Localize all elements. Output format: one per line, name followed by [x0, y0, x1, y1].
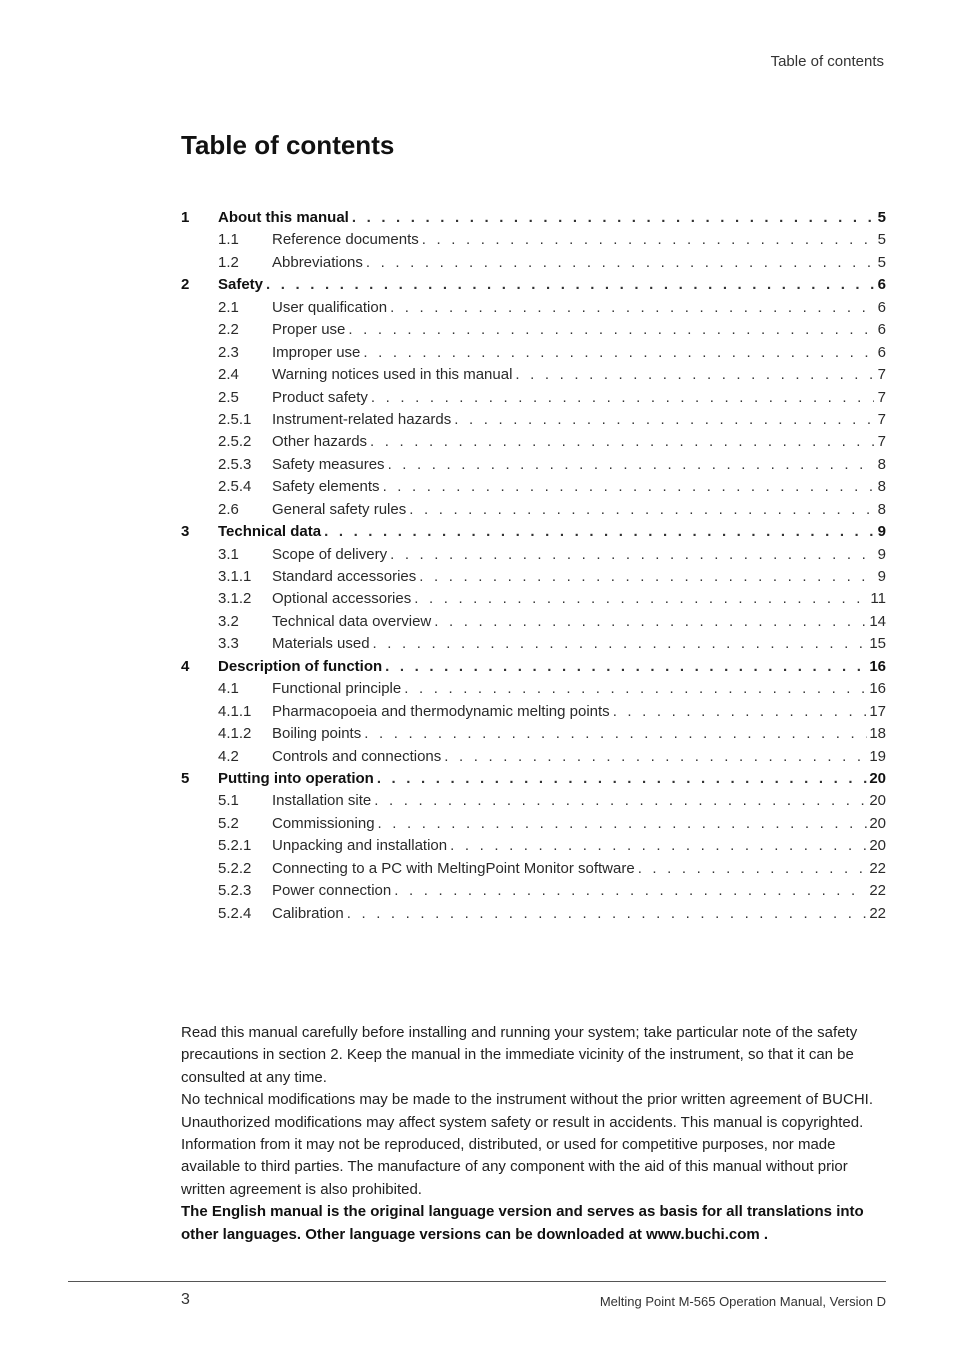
toc-dot-leader — [387, 544, 874, 566]
toc-dot-leader — [349, 207, 874, 229]
toc-entry-title: Other hazards — [272, 433, 368, 451]
toc-dot-leader — [385, 454, 874, 476]
toc-dot-leader — [371, 790, 867, 812]
toc-entry-title: Unpacking and installation — [272, 837, 448, 855]
toc-entry-title: Warning notices used in this manual — [272, 366, 513, 384]
toc-entry-number: 3.1.2 — [218, 590, 252, 608]
toc-entry-page: 14 — [869, 612, 886, 630]
toc-entry-title: Calibration — [272, 904, 344, 922]
toc-dot-leader — [447, 835, 867, 857]
toc-entry[interactable] — [181, 252, 886, 274]
toc-entry-number: 2.5.3 — [218, 455, 252, 473]
table-of-contents — [181, 207, 886, 925]
notice-text — [181, 1022, 891, 1246]
toc-entry[interactable] — [181, 701, 886, 723]
toc-entry[interactable] — [181, 207, 886, 229]
toc-entry[interactable] — [181, 835, 886, 857]
toc-entry-number: 4.1 — [218, 680, 239, 698]
toc-dot-leader — [361, 723, 867, 745]
toc-entry-page: 11 — [870, 590, 886, 608]
toc-entry-number: 2.5.4 — [218, 478, 252, 496]
toc-entry-title: Installation site — [272, 792, 372, 810]
toc-entry-number: 3.2 — [218, 612, 239, 630]
toc-entry-page: 5 — [877, 231, 886, 249]
toc-dot-leader — [512, 364, 874, 386]
toc-entry-title: Standard accessories — [272, 568, 417, 585]
toc-entry-title: Optional accessories — [272, 590, 412, 608]
toc-entry-title: Safety — [218, 276, 264, 294]
toc-entry-title: Materials used — [272, 635, 370, 653]
toc-entry-number: 4.2 — [218, 747, 239, 765]
toc-dot-leader — [368, 387, 874, 409]
toc-entry-number: 3.1 — [218, 545, 239, 563]
toc-entry-title: Connecting to a PC with MeltingPoint Monitor software — [272, 859, 635, 877]
toc-dot-leader — [367, 431, 874, 453]
toc-entry-page: 7 — [877, 433, 886, 451]
toc-entry-title: Power connection — [272, 882, 392, 900]
toc-dot-leader — [345, 319, 874, 341]
toc-entry[interactable] — [181, 319, 886, 341]
toc-entry-number: 5.2.4 — [218, 904, 252, 922]
toc-entry-page: 5 — [877, 209, 886, 226]
toc-entry-number: 3.3 — [218, 635, 239, 653]
toc-entry[interactable] — [181, 746, 886, 768]
toc-entry-page: 7 — [877, 388, 886, 406]
toc-entry-page: 16 — [869, 680, 886, 698]
toc-entry-page: 8 — [877, 455, 886, 473]
toc-entry-number: 5.2 — [218, 814, 239, 832]
toc-dot-leader — [380, 476, 874, 498]
toc-entry-number: 3.1.1 — [218, 568, 252, 585]
toc-entry-page: 16 — [869, 657, 886, 675]
toc-entry[interactable] — [181, 723, 886, 745]
toc-entry-page: 6 — [877, 276, 886, 294]
toc-dot-leader — [406, 499, 874, 521]
toc-entry[interactable] — [181, 768, 886, 790]
toc-dot-leader — [419, 229, 874, 251]
toc-dot-leader — [401, 678, 867, 700]
toc-entry-page: 8 — [877, 500, 886, 518]
toc-entry-number: 4 — [181, 657, 190, 675]
running-header: Table of contents — [770, 53, 884, 70]
toc-entry-number: 5.2.2 — [218, 859, 252, 877]
toc-entry-title: Commissioning — [272, 814, 375, 832]
toc-entry-number: 4.1.1 — [218, 702, 252, 720]
toc-entry-title: Boiling points — [272, 725, 362, 743]
toc-entry-page: 5 — [877, 253, 886, 271]
toc-entry[interactable] — [181, 499, 886, 521]
toc-entry-page: 17 — [869, 702, 886, 720]
toc-entry-number: 2 — [181, 276, 190, 294]
toc-entry-number: 2.5.2 — [218, 433, 252, 451]
toc-dot-leader — [370, 633, 868, 655]
toc-entry[interactable] — [181, 342, 886, 364]
toc-entry-title: Abbreviations — [272, 253, 363, 271]
toc-entry-title: Product safety — [272, 388, 368, 406]
toc-entry[interactable] — [181, 431, 886, 453]
toc-entry[interactable] — [181, 656, 886, 678]
toc-entry-page: 20 — [869, 837, 886, 855]
toc-entry-title: Controls and connections — [272, 747, 442, 765]
toc-entry[interactable] — [181, 880, 886, 902]
page-title: Table of contents — [181, 130, 395, 160]
toc-entry-title: About this manual — [218, 209, 349, 226]
toc-entry-number: 5.2.1 — [218, 837, 252, 855]
toc-dot-leader — [375, 813, 868, 835]
toc-entry-number: 5 — [181, 769, 190, 787]
toc-dot-leader — [431, 611, 867, 633]
toc-entry[interactable] — [181, 544, 886, 566]
footer-document-title: Melting Point M-565 Operation Manual, Version D — [599, 1294, 886, 1309]
toc-entry-title: Improper use — [272, 343, 361, 361]
toc-entry-number: 1.2 — [218, 253, 239, 271]
toc-entry[interactable] — [181, 858, 886, 880]
toc-entry[interactable] — [181, 229, 886, 251]
toc-entry-number: 2.5 — [218, 388, 239, 406]
toc-entry[interactable] — [181, 813, 886, 835]
toc-entry-page: 6 — [877, 298, 886, 316]
toc-dot-leader — [321, 521, 874, 543]
toc-entry-page: 22 — [869, 882, 886, 900]
toc-entry-number: 3 — [181, 523, 190, 541]
toc-dot-leader — [635, 858, 868, 880]
toc-entry-number: 2.2 — [218, 321, 239, 339]
toc-entry-page: 20 — [869, 769, 886, 787]
toc-entry-page: 9 — [877, 568, 886, 585]
toc-entry-number: 2.3 — [218, 343, 239, 361]
toc-dot-leader — [387, 297, 874, 319]
toc-dot-leader — [451, 409, 874, 431]
toc-entry-title: Safety elements — [272, 478, 380, 496]
toc-entry-page: 6 — [877, 343, 886, 361]
toc-entry-number: 2.6 — [218, 500, 239, 518]
toc-entry[interactable] — [181, 364, 886, 386]
toc-entry-number: 4.1.2 — [218, 725, 252, 743]
toc-entry-page: 19 — [869, 747, 886, 765]
toc-dot-leader — [416, 566, 874, 588]
toc-entry[interactable] — [181, 387, 886, 409]
toc-entry-title: User qualification — [272, 298, 388, 316]
toc-entry[interactable] — [181, 903, 886, 925]
toc-entry[interactable] — [181, 611, 886, 633]
toc-entry-title: Reference documents — [272, 231, 419, 249]
toc-entry-number: 2.4 — [218, 366, 239, 384]
toc-entry-title: Technical data — [218, 523, 322, 541]
toc-entry-title: Technical data overview — [272, 612, 432, 630]
toc-entry-page: 7 — [877, 366, 886, 384]
toc-entry[interactable] — [181, 476, 886, 498]
footer-divider — [68, 1281, 886, 1282]
toc-entry-number: 5.2.3 — [218, 882, 252, 900]
toc-entry-page: 15 — [869, 635, 886, 653]
toc-entry-page: 7 — [877, 410, 886, 428]
toc-entry-number: 5.1 — [218, 792, 239, 810]
toc-entry[interactable] — [181, 678, 886, 700]
toc-entry[interactable] — [181, 588, 886, 610]
toc-entry-title: Description of function — [218, 657, 383, 675]
footer-page-number: 3 — [181, 1291, 190, 1308]
toc-entry-page: 20 — [869, 814, 886, 832]
toc-entry-number: 2.5.1 — [218, 410, 252, 428]
toc-entry-page: 18 — [869, 725, 886, 743]
toc-entry-page: 22 — [869, 859, 886, 877]
toc-dot-leader — [441, 746, 867, 768]
toc-entry-title: Pharmacopoeia and thermodynamic melting points — [272, 702, 610, 720]
toc-entry[interactable] — [181, 297, 886, 319]
toc-entry-page: 9 — [877, 545, 886, 563]
toc-dot-leader — [263, 274, 874, 296]
toc-entry-title: Scope of delivery — [272, 545, 388, 563]
toc-dot-leader — [360, 342, 874, 364]
toc-entry[interactable] — [181, 790, 886, 812]
toc-entry-page: 20 — [869, 792, 886, 810]
toc-entry[interactable] — [181, 409, 886, 431]
toc-entry[interactable] — [181, 521, 886, 543]
toc-entry-page: 8 — [877, 478, 886, 496]
toc-entry-number: 1 — [181, 209, 190, 226]
toc-dot-leader — [344, 903, 868, 925]
toc-entry-title: General safety rules — [272, 500, 407, 518]
toc-dot-leader — [610, 701, 868, 723]
toc-entry-title: Functional principle — [272, 680, 402, 698]
toc-dot-leader — [382, 656, 867, 678]
toc-entry-title: Safety measures — [272, 455, 385, 473]
toc-entry[interactable] — [181, 274, 886, 296]
toc-entry-page: 6 — [877, 321, 886, 339]
toc-entry-page: 9 — [877, 523, 886, 541]
toc-entry-title: Proper use — [272, 321, 346, 339]
toc-entry-number: 2.1 — [218, 298, 239, 316]
toc-dot-leader — [391, 880, 867, 902]
toc-entry-title: Putting into operation — [218, 769, 374, 787]
toc-entry[interactable] — [181, 633, 886, 655]
toc-entry[interactable] — [181, 454, 886, 476]
toc-entry-title: Instrument-related hazards — [272, 410, 452, 428]
toc-entry-number: 1.1 — [218, 231, 239, 249]
toc-entry[interactable] — [181, 566, 886, 588]
toc-dot-leader — [411, 588, 868, 610]
notice-paragraph-3: The English manual is the original language version and serves as basis for all translations into other languages. Other language versions can be downloaded at www.buchi.com . — [181, 1203, 864, 1243]
toc-dot-leader — [374, 768, 868, 790]
toc-entry-page: 22 — [869, 904, 886, 922]
notice-paragraph-2: No technical modifications may be made to the instrument without the prior written agreement of BUCHI. Unauthorized modifications may affect system safety or result in accidents. This manual is copyrighted. Information from it may not be reproduced, distributed, or used for competitive purposes, nor made available to third parties. The manufacture of any component with the aid of this manual without prior written agreement is also prohibited. — [181, 1091, 873, 1198]
notice-paragraph-1: Read this manual carefully before installing and running your system; take particular note of the safety precautions in section 2. Keep the manual in the immediate vicinity of the instrument, so that it can be consulted at any time. — [181, 1024, 858, 1086]
toc-dot-leader — [363, 252, 874, 274]
